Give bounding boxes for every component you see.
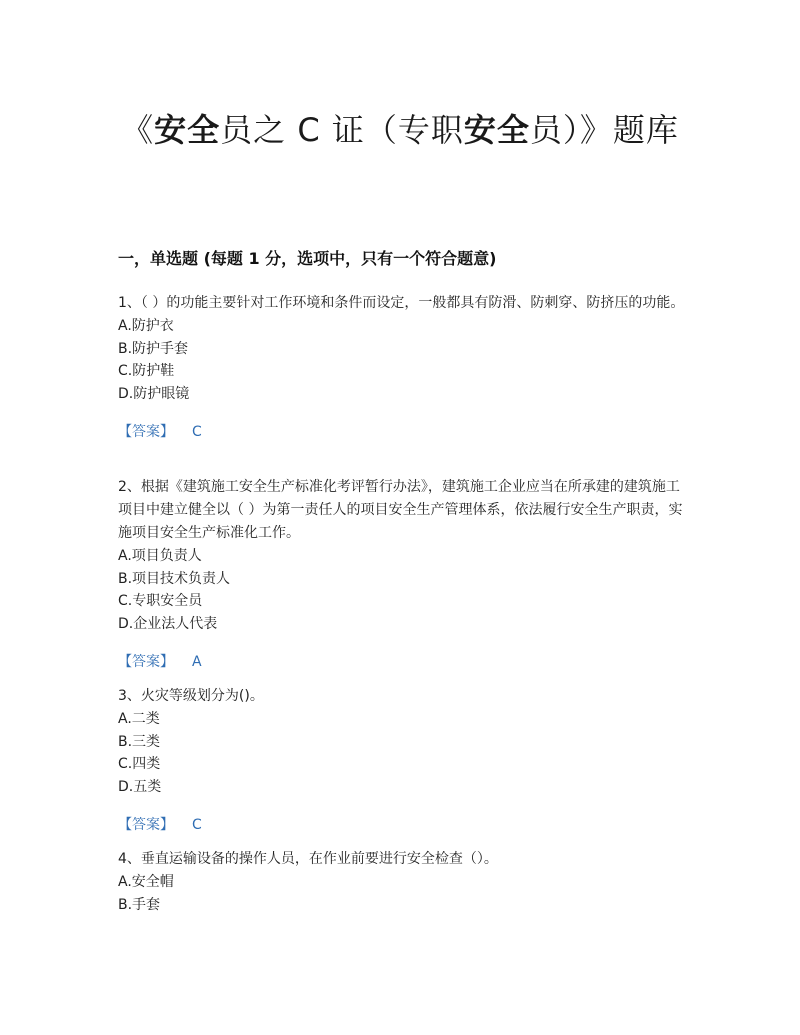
title-part: 员之 C 证（专职 bbox=[220, 111, 464, 149]
title-part: 安全 bbox=[463, 111, 530, 149]
question-4 bbox=[118, 848, 688, 916]
option-d: D.五类 bbox=[118, 778, 162, 795]
option-c: C.四类 bbox=[118, 756, 161, 772]
answer-line bbox=[118, 651, 688, 673]
question-text: 4、垂直运输设备的操作人员，在作业前要进行安全检查（）。 bbox=[118, 851, 498, 867]
answer-line bbox=[118, 814, 688, 836]
document-title bbox=[110, 104, 690, 156]
answer-value: A bbox=[192, 654, 202, 670]
question-text: 1、（ ）的功能主要针对工作环境和条件而设定，一般都具有防滑、防刺穿、防挤压的功能。 bbox=[118, 295, 685, 311]
option-d: D.企业法人代表 bbox=[118, 615, 218, 632]
answer-value: C bbox=[192, 817, 202, 833]
option-b: B.防护手套 bbox=[118, 340, 189, 357]
question-1 bbox=[118, 292, 688, 443]
answer-label: 【答案】 bbox=[118, 817, 174, 833]
option-c: C.防护鞋 bbox=[118, 363, 175, 379]
section-heading: 一，单选题 (每题 1 分，选项中，只有一个符合题意) bbox=[118, 249, 497, 268]
question-2 bbox=[118, 476, 688, 673]
option-b: B.手套 bbox=[118, 896, 161, 913]
option-a: A.二类 bbox=[118, 711, 160, 727]
option-b: B.项目技术负责人 bbox=[118, 570, 231, 587]
answer-label: 【答案】 bbox=[118, 424, 174, 440]
answer-line bbox=[118, 421, 688, 443]
option-d: D.防护眼镜 bbox=[118, 385, 190, 402]
title-part: 《 bbox=[121, 111, 155, 149]
title-part: 员）》题库 bbox=[529, 111, 679, 149]
option-a: A.安全帽 bbox=[118, 874, 174, 890]
question-text: 3、火灾等级划分为()。 bbox=[118, 688, 264, 704]
question-text: 2、根据《建筑施工安全生产标准化考评暂行办法》，建筑施工企业应当在所承建的建筑施工项目中建立健全以（ ）为第一责任人的项目安全生产管理体系，依法履行安全生产职责，实施项目安全生产标准化工作。 bbox=[118, 479, 683, 541]
option-b: B.三类 bbox=[118, 733, 161, 750]
question-3 bbox=[118, 685, 688, 836]
answer-value: C bbox=[192, 424, 202, 440]
option-a: A.项目负责人 bbox=[118, 548, 202, 564]
answer-label: 【答案】 bbox=[118, 654, 174, 670]
option-a: A.防护衣 bbox=[118, 318, 174, 334]
title-part: 安全 bbox=[154, 111, 221, 149]
option-c: C.专职安全员 bbox=[118, 593, 203, 609]
